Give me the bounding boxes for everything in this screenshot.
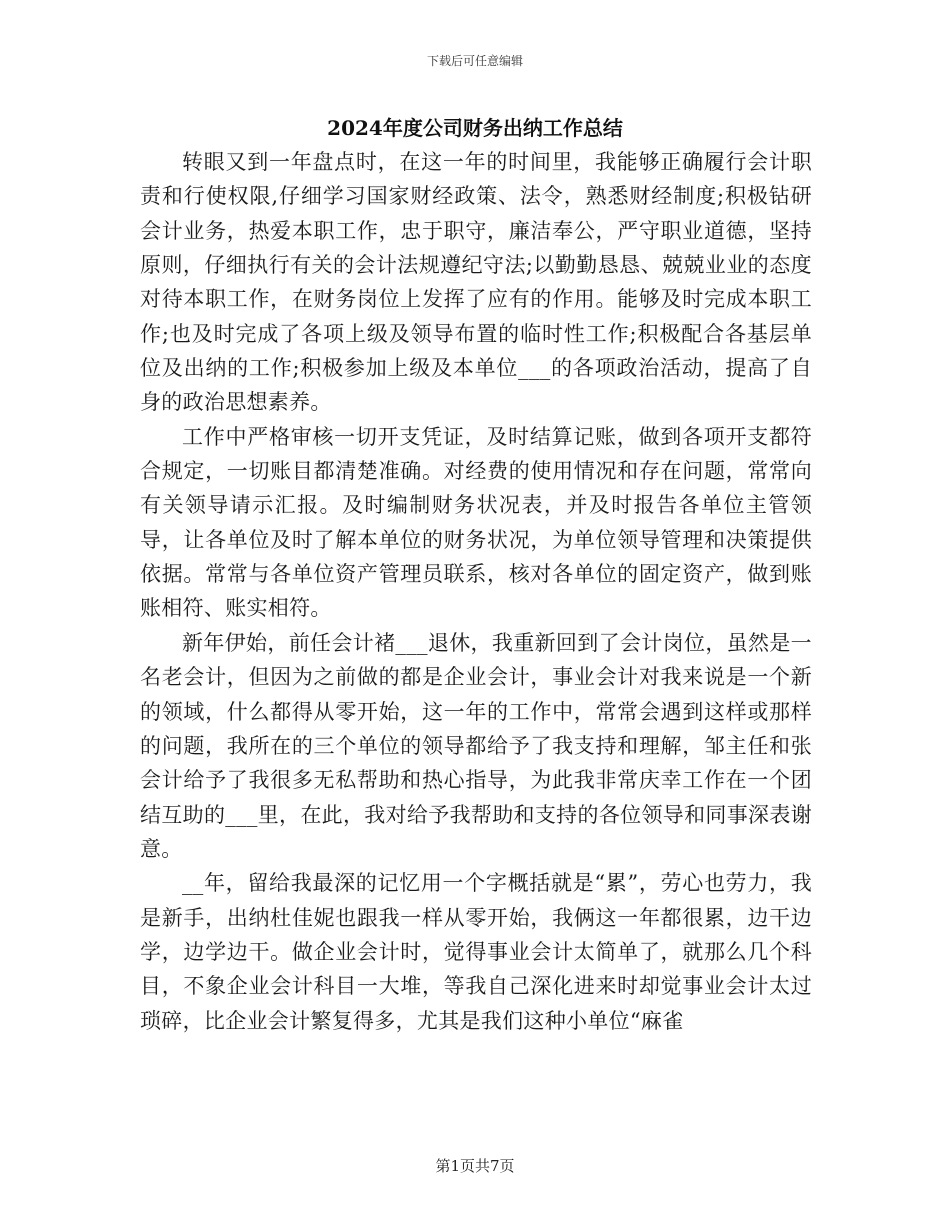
paragraph-4: __年，留给我最深的记忆用一个字概括就是“累”，劳心也劳力，我是新手，出纳杜佳妮也跟我一样从零开始，我俩这一年都很累，边干边学，边学边干。做企业会计时，觉得事业会计太简单了，就那么几个科目，不象企业会计科目一大堆，等我自己深化进来时却觉事业会计太过琐碎，比企业会计繁复得多，尤其是我们这种小单位“麻雀: [140, 871, 812, 1033]
document-body: [140, 145, 812, 1038]
page-number: 第1页共7页: [435, 1157, 515, 1175]
document-title: 2024年度公司财务出纳工作总结: [327, 116, 623, 140]
paragraph-2: 工作中严格审核一切开支凭证，及时结算记账，做到各项开支都符合规定，一切账目都清楚准确。对经费的使用情况和存在问题，常常向有关领导请示汇报。及时编制财务状况表，并及时报告各单位主管领导，让各单位及时了解本单位的财务状况，为单位领导管理和决策提供依据。常常与各单位资产管理员联系，核对各单位的固定资产，做到账账相符、账实相符。: [140, 424, 812, 621]
paragraph-1: 转眼又到一年盘点时，在这一年的时间里，我能够正确履行会计职责和行使权限,仔细学习国家财经政策、法令，熟悉财经制度;积极钻研会计业务，热爱本职工作，忠于职守，廉洁奉公，严守职业道德，坚持原则，仔细执行有关的会计法规遵纪守法;以勤勤恳恳、兢兢业业的态度对待本职工作，在财务岗位上发挥了应有的作用。能够及时完成本职工作;也及时完成了各项上级及领导布置的临时性工作;积极配合各基层单位及出纳的工作;积极参加上级及本单位___的各项政治活动，提高了自身的政治思想素养。: [140, 150, 812, 415]
paragraph-3: 新年伊始，前任会计褚___退休，我重新回到了会计岗位，虽然是一名老会计，但因为之前做的都是企业会计，事业会计对我来说是一个新的领域，什么都得从零开始，这一年的工作中，常常会遇到这样或那样的问题，我所在的三个单位的领导都给予了我支持和理解，邹主任和张会计给予了我很多无私帮助和热心指导，为此我非常庆幸工作在一个团结互助的___里，在此，我对给予我帮助和支持的各位领导和同事深表谢意。: [140, 630, 812, 861]
page-header-note: 下载后可任意编辑: [426, 54, 523, 68]
